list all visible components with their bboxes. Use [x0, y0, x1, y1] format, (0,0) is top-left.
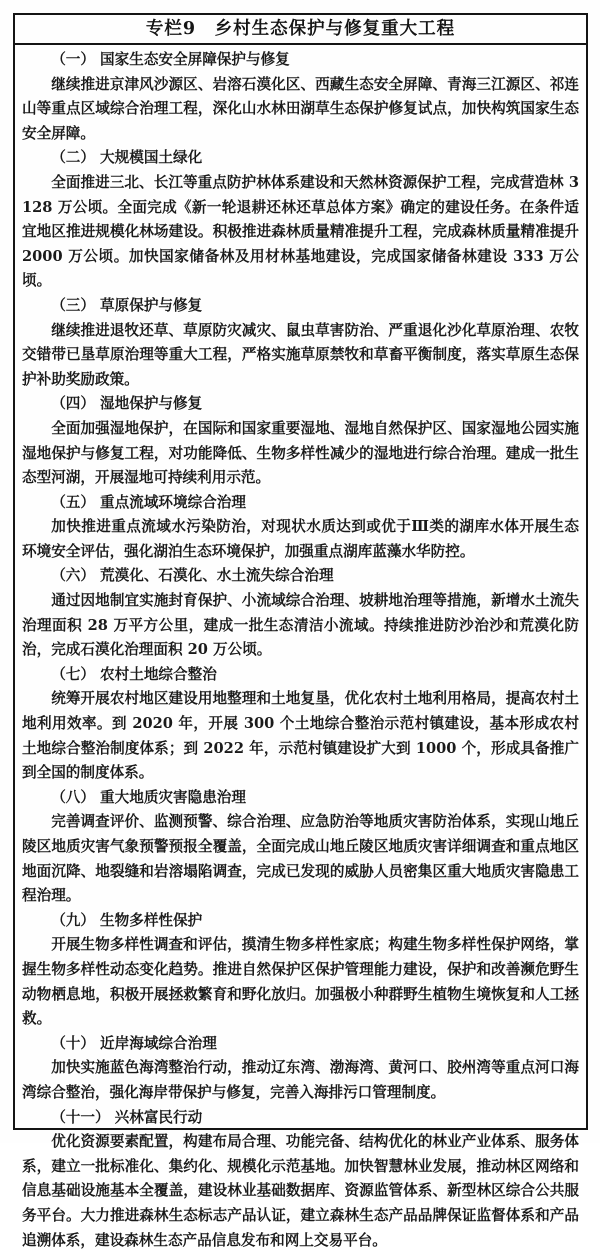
section — [22, 491, 579, 565]
section-body: 通过因地制宜实施封育保护、小流域综合治理、坡耕地治理等措施，新增水土流失治理面积 28 万平方公里，建成一批生态清洁小流域。持续推进防沙治沙和荒漠化防治，完成石漠化治理面积 20 万公顷。 — [22, 592, 579, 659]
column-box — [13, 13, 588, 1249]
section-heading: （十） 近岸海域综合治理 — [51, 1034, 217, 1052]
section — [22, 786, 579, 909]
section — [22, 48, 579, 146]
section — [22, 1032, 579, 1106]
section — [22, 909, 579, 1032]
box-content — [15, 45, 586, 1249]
section-heading: （十一） 兴林富民行动 — [51, 1108, 203, 1126]
section-heading: （六） 荒漠化、石漠化、水土流失综合治理 — [51, 567, 334, 585]
section-body: 全面加强湿地保护，在国际和国家重要湿地、湿地自然保护区、国家湿地公园实施湿地保护与修复工程，对功能降低、生物多样性减少的湿地进行综合治理。建成一批生态型河湖，开展湿地可持续利用示范。 — [22, 419, 579, 487]
section-body: 统筹开展农村地区建设用地整理和土地复垦，优化农村土地利用格局，提高农村土地利用效率。到 2020 年，开展 300 个土地综合整治示范村镇建设，基本形成农村土地综合整治制度体系；到 2022 年，示范村镇建设扩大到 1000 个，形成具备推广到全国的制度体系。 — [22, 690, 579, 782]
section — [22, 146, 579, 294]
section — [22, 392, 579, 490]
section-body: 开展生物多样性调查和评估，摸清生物多样性家底；构建生物多样性保护网络，掌握生物多样性动态变化趋势。推进自然保护区保护管理能力建设，保护和改善濒危野生动物栖息地，积极开展拯救繁育和野化放归。加强极小种群野生植物生境恢复和人工拯救。 — [22, 936, 579, 1028]
section — [22, 663, 579, 786]
section-heading: （九） 生物多样性保护 — [51, 911, 203, 929]
section-body: 全面推进三北、长江等重点防护林体系建设和天然林资源保护工程，完成营造林 3128 万公顷。全面完成《新一轮退耕还林还草总体方案》确定的建设任务。在条件适宜地区推进规模化林场建设。积极推进森林质量精准提升工程，完成森林质量精准提升 2000 万公顷。加快国家储备林及用材林基地建设，完成国家储备林建设 333 万公顷。 — [22, 173, 579, 290]
box-title: 专栏9 乡村生态保护与修复重大工程 — [15, 15, 586, 45]
section — [22, 294, 579, 392]
section-heading: （一） 国家生态安全屏障保护与修复 — [51, 51, 290, 68]
section-body: 加快实施蓝色海湾整治行动，推动辽东湾、渤海湾、黄河口、胶州湾等重点河口海湾综合整治，强化海岸带保护与修复，完善入海排污口管理制度。 — [22, 1059, 579, 1101]
section-body: 优化资源要素配置，构建布局合理、功能完备、结构优化的林业产业体系、服务体系，建立一批标准化、集约化、规模化示范基地。加快智慧林业发展，推动林区网络和信息基础设施基本全覆盖，建设林业基础数据库、资源监管体系、新型林区综合公共服务平台。大力推进森林生态标志产品认证，建立森林生态产品品牌保证监督体系和产品追溯体系，建设森林生态产品信息发布和网上交易平台。 — [22, 1133, 579, 1249]
section-heading: （五） 重点流域环境综合治理 — [51, 493, 246, 511]
section-heading: （八） 重大地质灾害隐患治理 — [51, 788, 246, 806]
section-body: 继续推进京津风沙源区、岩溶石漠化区、西藏生态安全屏障、青海三江源区、祁连山等重点区域综合治理工程，深化山水林田湖草生态保护修复试点，加快构筑国家生态安全屏障。 — [22, 75, 579, 142]
section-body: 完善调查评价、监测预警、综合治理、应急防治等地质灾害防治体系，实现山地丘陵区地质灾害气象预警预报全覆盖，全面完成山地丘陵区地质灾害详细调查和重点地区地面沉降、地裂缝和岩溶塌陷调查，完成已发现的威胁人员密集区重大地质灾害隐患工程治理。 — [22, 813, 579, 905]
section-heading: （七） 农村土地综合整治 — [51, 665, 217, 683]
section-heading: （四） 湿地保护与修复 — [51, 395, 203, 413]
section — [22, 564, 579, 662]
section-body: 加快推进重点流域水污染防治，对现状水质达到或优于Ⅲ类的湖库水体开展生态环境安全评估，强化湖泊生态环境保护，加强重点湖库蓝藻水华防控。 — [22, 518, 579, 560]
section-heading: （三） 草原保护与修复 — [51, 296, 203, 314]
section — [22, 1106, 579, 1253]
section-heading: （二） 大规模国土绿化 — [51, 149, 203, 167]
section-body: 继续推进退牧还草、草原防灾减灾、鼠虫草害防治、严重退化沙化草原治理、农牧交错带已垦草原治理等重大工程，严格实施草原禁牧和草畜平衡制度，落实草原生态保护补助奖励政策。 — [22, 321, 579, 388]
